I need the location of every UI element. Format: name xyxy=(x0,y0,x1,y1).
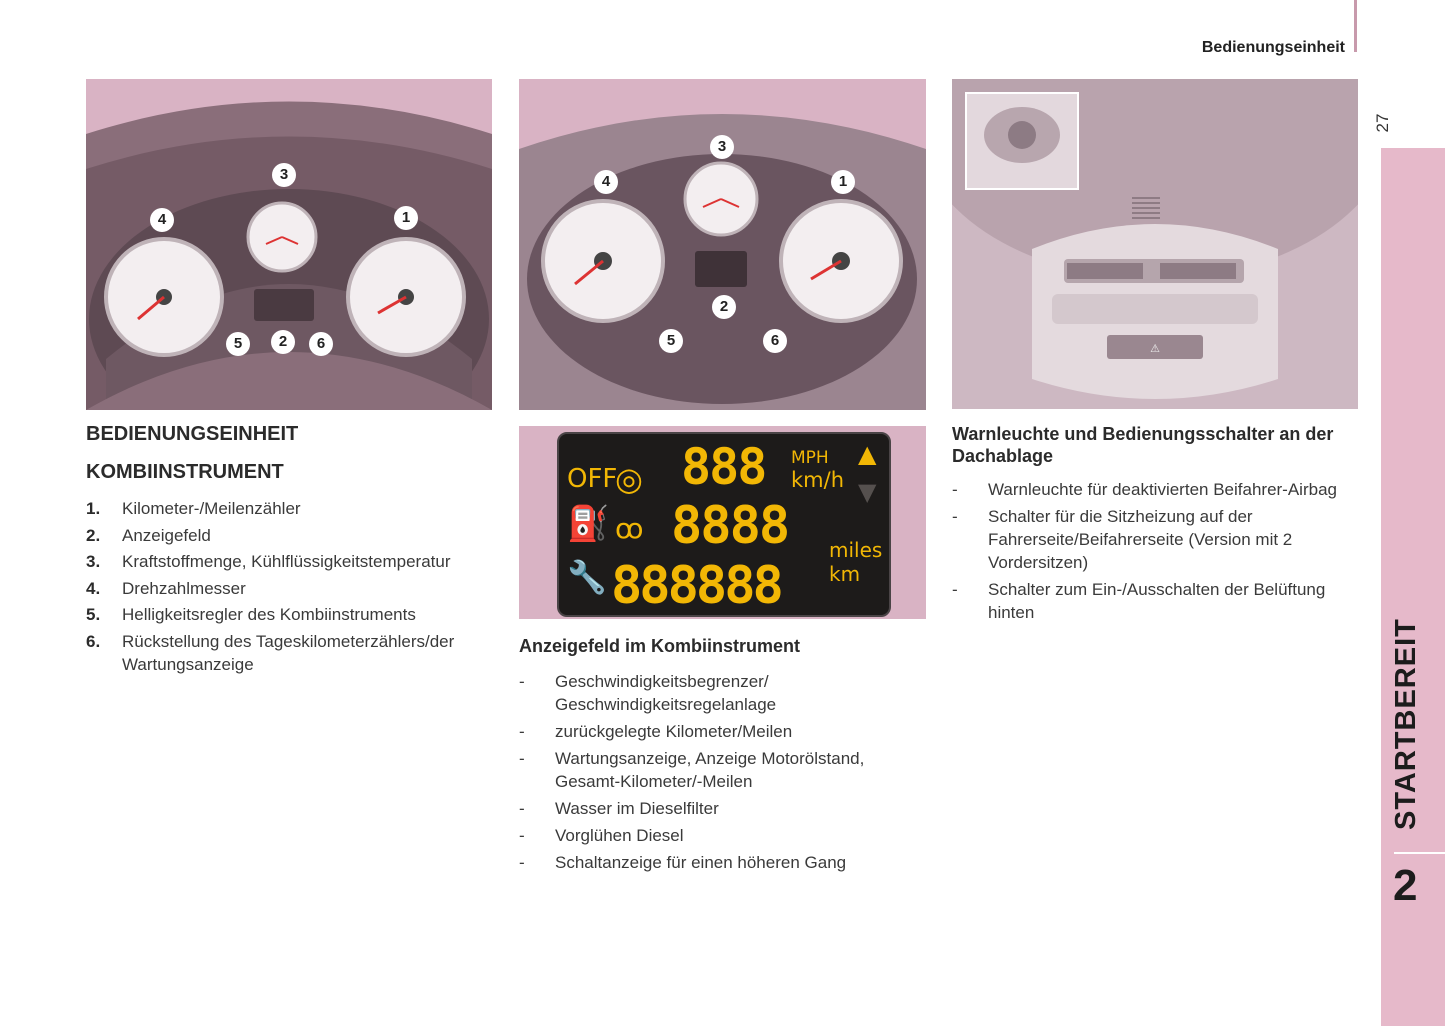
list-item: - Vorglühen Diesel xyxy=(519,826,684,845)
callout-6: 6 xyxy=(309,332,333,356)
instrument-cluster-figure-a xyxy=(86,79,492,410)
chapter-number: 2 xyxy=(1393,861,1418,910)
list-item: - Geschwindigkeitsbegrenzer/ Geschwindigkeitsregelanlage xyxy=(519,672,777,714)
callout-1: 1 xyxy=(394,206,418,230)
roof-console-list xyxy=(952,478,1360,628)
component-list xyxy=(86,497,496,679)
callout-1: 1 xyxy=(831,170,855,194)
off-label: OFF xyxy=(567,464,618,494)
section-header: Bedienungseinheit xyxy=(1201,39,1345,56)
roof-console-illustration xyxy=(952,79,1358,409)
unit-km: km xyxy=(829,562,861,586)
list-item: - zurückgelegte Kilometer/Meilen xyxy=(519,722,793,741)
list-item: - Wasser im Dieselfilter xyxy=(519,799,719,818)
list-item: 6. Rückstellung des Tageskilometerzählers/der Wartungsanzeige xyxy=(86,631,455,674)
display-items-list xyxy=(519,670,899,878)
lcd-display xyxy=(557,432,891,617)
preheat-icon: ꝏ xyxy=(615,512,644,545)
page-number: 27 xyxy=(1373,113,1392,133)
chapter-title: STARTBEREIT xyxy=(1390,618,1422,830)
list-item: - Wartungsanzeige, Anzeige Motorölstand, Gesamt-Kilometer/-Meilen xyxy=(519,749,865,791)
svg-text:⚠: ⚠ xyxy=(1150,342,1160,355)
list-item: - Schalter für die Sitzheizung auf der Fahrerseite/Beifahrerseite (Version mit 2 Vordersitzen) xyxy=(952,507,1293,572)
roof-console-figure xyxy=(952,79,1358,409)
subsection-heading: KOMBIINSTRUMENT xyxy=(86,461,284,483)
list-item: - Schalter zum Ein-/Ausschalten der Belüftung hinten xyxy=(952,580,1326,622)
unit-kmh: km/h xyxy=(791,468,845,492)
digits-row3: 888888 xyxy=(611,556,781,616)
callout-4: 4 xyxy=(594,170,618,194)
list-item: 1. Kilometer-/Meilenzähler xyxy=(86,499,301,518)
list-item: - Schaltanzeige für einen höheren Gang xyxy=(519,853,847,872)
callout-5: 5 xyxy=(659,329,683,353)
section-heading: BEDIENUNGSEINHEIT xyxy=(86,423,299,445)
roof-console-heading: Warnleuchte und Bedienungsschalter an der Dachablage xyxy=(952,424,1334,466)
header-divider xyxy=(1354,0,1357,52)
callout-2: 2 xyxy=(271,330,295,354)
digits-row2: 8888 xyxy=(671,496,789,556)
shift-up-icon: ▲ xyxy=(858,440,877,468)
list-item: 2. Anzeigefeld xyxy=(86,525,211,545)
callout-3: 3 xyxy=(710,135,734,159)
diesel-filter-icon: ⛽ xyxy=(567,504,610,544)
callout-4: 4 xyxy=(150,208,174,232)
instrument-cluster-illustration xyxy=(86,79,492,410)
list-item: 5. Helligkeitsregler des Kombiinstruments xyxy=(86,605,416,624)
chapter-divider xyxy=(1394,852,1445,854)
list-item: - Warnleuchte für deaktivierten Beifahrer-Airbag xyxy=(952,480,1337,499)
callout-5: 5 xyxy=(226,332,250,356)
callout-2: 2 xyxy=(712,295,736,319)
shift-down-icon: ▼ xyxy=(858,478,877,506)
display-heading: Anzeigefeld im Kombiinstrument xyxy=(519,636,801,656)
instrument-cluster-figure-b xyxy=(519,79,926,410)
instrument-cluster-illustration-b xyxy=(519,79,926,410)
list-item: 3. Kraftstoffmenge, Kühlflüssigkeitstemperatur xyxy=(86,552,451,571)
unit-mph: MPH xyxy=(791,448,829,468)
list-item: 4. Drehzahlmesser xyxy=(86,578,246,598)
digits-row1: 888 xyxy=(681,438,766,496)
callout-6: 6 xyxy=(763,329,787,353)
callout-3: 3 xyxy=(272,163,296,187)
unit-miles: miles xyxy=(829,538,883,562)
wrench-icon: 🔧 xyxy=(567,558,607,596)
speed-limiter-icon: ◎ xyxy=(615,460,643,498)
display-panel-figure xyxy=(519,426,926,619)
